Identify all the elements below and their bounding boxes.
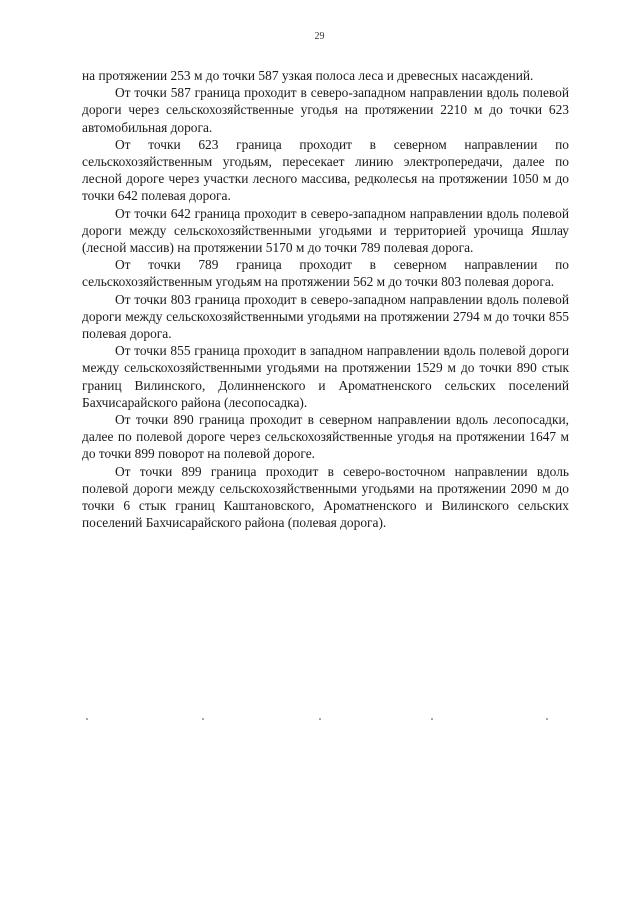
paragraph: От точки 642 граница проходит в северо-западном направлении вдоль полевой дороги между сельскохозяйственными угодьями и территорией урочища Яшлау (лесной массив) на протяжении 5170 м до точки 789 полевая дорога. bbox=[82, 205, 569, 256]
scan-artifact-dots bbox=[86, 716, 556, 722]
paragraph: От точки 890 граница проходит в северном направлении вдоль лесопосадки, далее по полевой дороге через сельскохозяйственные угодья на протяжении 1647 м до точки 899 поворот на полевой дороге. bbox=[82, 412, 569, 462]
scan-dot bbox=[546, 718, 548, 720]
paragraph: От точки 803 граница проходит в северо-западном направлении вдоль полевой дороги между сельскохозяйственными угодьями на протяжении 2794 м до точки 855 полевая дорога. bbox=[82, 291, 569, 342]
paragraph: на протяжении 253 м до точки 587 узкая полоса леса и древесных насаждений. bbox=[82, 68, 534, 83]
paragraph: От точки 789 граница проходит в северном направлении по сельскохозяйственным угодьям на протяжении 562 м до точки 803 полевая дорога. bbox=[82, 257, 569, 290]
paragraph: От точки 899 граница проходит в северо-восточном направлении вдоль полевой дороги между сельскохозяйственными угодьями на протяжении 2090 м до точки 6 стык границ Каштановского, Ароматненского и Вилинского сельских поселений Бахчисарайского района (полевая дорога). bbox=[82, 463, 569, 531]
scan-dot bbox=[86, 718, 88, 720]
paragraph: От точки 587 граница проходит в северо-западном направлении вдоль полевой дороги через сельскохозяйственные угодья на протяжении 2210 м до точки 623 автомобильная дорога. bbox=[82, 85, 569, 135]
document-body bbox=[82, 67, 569, 531]
paragraph: От точки 855 граница проходит в западном направлении вдоль полевой дороги между сельскохозяйственными угодьями на протяжении 1529 м до точки 890 стык границ Вилинского, Долинненского и Ароматненского сельских поселений Бахчисарайского района (лесопосадка). bbox=[82, 343, 569, 410]
page-number: 29 bbox=[314, 31, 325, 42]
paragraph: От точки 623 граница проходит в северном направлении по сельскохозяйственным угодьям, пересекает линию электропередачи, далее по лесной дороге через участки лесного массива, редколесья на протяжении 1050 м до точки 642 полевая дорога. bbox=[82, 136, 569, 204]
scan-dot bbox=[319, 718, 321, 720]
scan-dot bbox=[202, 718, 204, 720]
scan-dot bbox=[431, 718, 433, 720]
